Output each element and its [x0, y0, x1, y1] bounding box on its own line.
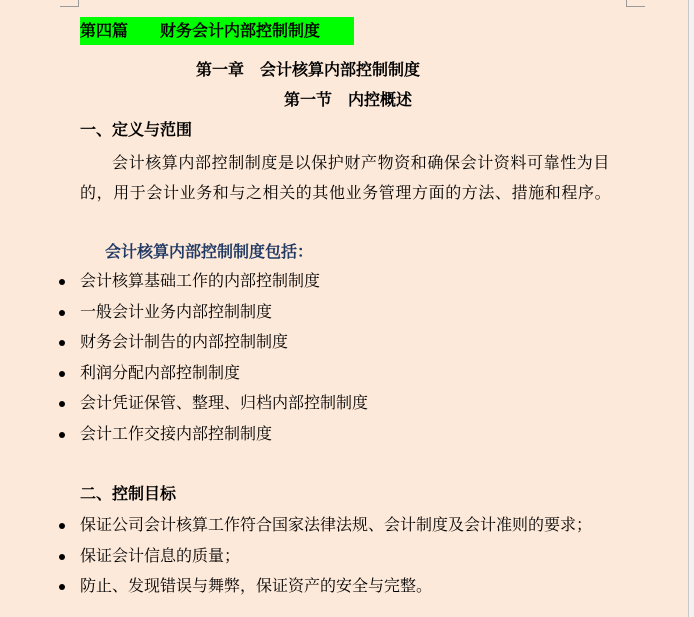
section-name: 内控概述	[348, 90, 413, 109]
list-item: 防止、发现错误与舞弊，保证资产的安全与完整。	[0, 571, 592, 602]
section-title	[284, 88, 412, 112]
list-item: 会计工作交接内部控制制度	[0, 419, 368, 450]
list-item: 保证会计信息的质量；	[0, 541, 592, 572]
includes-list	[0, 266, 368, 449]
part-name: 财务会计内部控制制度	[160, 21, 321, 40]
includes-label: 会计核算内部控制制度包括：	[105, 242, 314, 261]
bullet-icon	[59, 310, 65, 316]
bullet-icon	[59, 371, 65, 377]
bullet-icon	[59, 584, 65, 590]
bullet-icon	[59, 432, 65, 438]
heading-control-goals: 二、控制目标	[80, 484, 177, 503]
list-item: 会计核算基础工作的内部控制制度	[0, 266, 368, 297]
chapter-title	[196, 58, 420, 82]
chapter-number: 第一章	[196, 60, 245, 79]
page-corner-mark-left	[60, 0, 79, 7]
bullet-icon	[59, 279, 65, 285]
list-item: 财务会计制告的内部控制制度	[0, 327, 368, 358]
bullet-icon	[59, 523, 65, 529]
part-title	[80, 17, 354, 45]
list-item: 利润分配内部控制制度	[0, 358, 368, 389]
list-item: 一般会计业务内部控制制度	[0, 297, 368, 328]
definition-paragraph: 会计核算内部控制制度是以保护财产物资和确保会计资料可靠性为目的，用于会计业务和与之相关的其他业务管理方面的方法、措施和程序。	[80, 153, 612, 202]
heading-definition-scope: 一、定义与范围	[80, 120, 193, 139]
goals-list	[0, 510, 592, 602]
bullet-icon	[59, 554, 65, 560]
list-item: 保证公司会计核算工作符合国家法律法规、会计制度及会计准则的要求；	[0, 510, 592, 541]
section-number: 第一节	[284, 90, 333, 109]
chapter-name: 会计核算内部控制制度	[260, 60, 421, 79]
bullet-icon	[59, 401, 65, 407]
part-number: 第四篇	[80, 21, 129, 40]
page-corner-mark-right	[626, 0, 645, 7]
list-item: 会计凭证保管、整理、归档内部控制制度	[0, 388, 368, 419]
bullet-icon	[59, 340, 65, 346]
